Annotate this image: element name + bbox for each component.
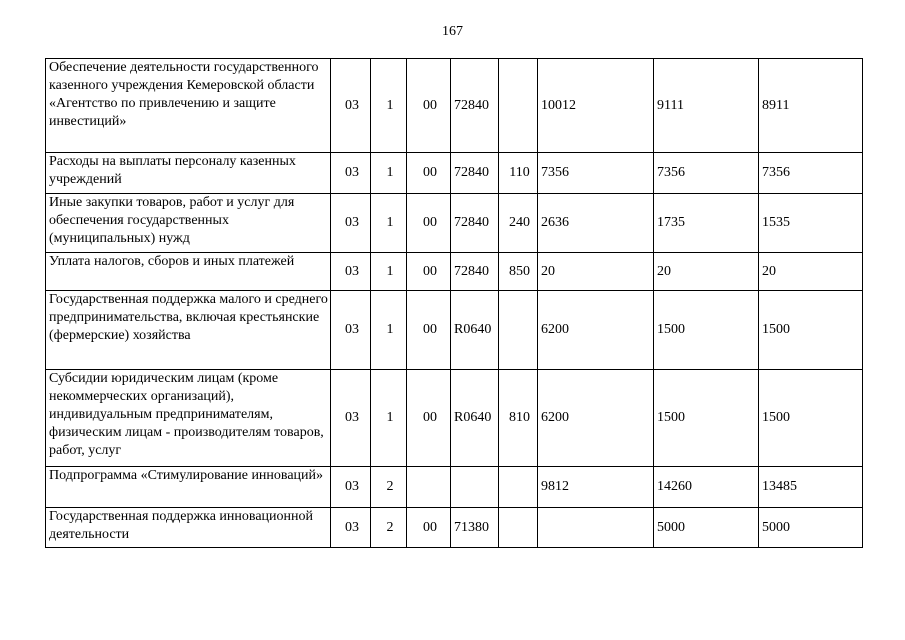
amount-year-3: 1500 <box>759 370 863 467</box>
event-code: 00 <box>407 370 451 467</box>
target-article-code: 71380 <box>451 508 499 548</box>
target-article-code: 72840 <box>451 194 499 253</box>
amount-year-3: 7356 <box>759 153 863 194</box>
section-code: 03 <box>331 153 371 194</box>
subprogram-code: 1 <box>371 194 407 253</box>
section-code: 03 <box>331 194 371 253</box>
amount-year-1 <box>538 508 654 548</box>
event-code: 00 <box>407 59 451 153</box>
section-code: 03 <box>331 370 371 467</box>
target-article-code: R0640 <box>451 370 499 467</box>
expense-type-code: 110 <box>499 153 538 194</box>
target-article-code: 72840 <box>451 253 499 291</box>
amount-year-2: 1735 <box>654 194 759 253</box>
amount-year-3: 13485 <box>759 467 863 508</box>
event-code: 00 <box>407 194 451 253</box>
amount-year-1: 2636 <box>538 194 654 253</box>
table-row <box>46 153 863 194</box>
expense-type-code <box>499 467 538 508</box>
expense-type-code <box>499 59 538 153</box>
amount-year-1: 20 <box>538 253 654 291</box>
expense-type-code: 240 <box>499 194 538 253</box>
target-article-code: 72840 <box>451 59 499 153</box>
amount-year-3: 5000 <box>759 508 863 548</box>
section-code: 03 <box>331 291 371 370</box>
amount-year-2: 9111 <box>654 59 759 153</box>
amount-year-3: 8911 <box>759 59 863 153</box>
subprogram-code: 1 <box>371 153 407 194</box>
target-article-code: 72840 <box>451 153 499 194</box>
expense-type-code: 850 <box>499 253 538 291</box>
amount-year-1: 6200 <box>538 370 654 467</box>
row-name: Уплата налогов, сборов и иных платежей <box>46 253 331 291</box>
expense-type-code <box>499 291 538 370</box>
amount-year-2: 7356 <box>654 153 759 194</box>
section-code: 03 <box>331 467 371 508</box>
amount-year-1: 9812 <box>538 467 654 508</box>
row-name: Государственная поддержка малого и среднего предпринимательства, включая крестьянские (фермерские) хозяйства <box>46 291 331 370</box>
amount-year-3: 20 <box>759 253 863 291</box>
target-article-code <box>451 467 499 508</box>
subprogram-code: 1 <box>371 59 407 153</box>
row-name: Иные закупки товаров, работ и услуг для обеспечения государственных (муниципальных) нужд <box>46 194 331 253</box>
amount-year-2: 5000 <box>654 508 759 548</box>
row-name: Субсидии юридическим лицам (кроме некоммерческих организаций), индивидуальным предпринимателям, физическим лицам - производителям товаров, работ, услуг <box>46 370 331 467</box>
row-name: Государственная поддержка инновационной деятельности <box>46 508 331 548</box>
amount-year-2: 1500 <box>654 370 759 467</box>
amount-year-1: 10012 <box>538 59 654 153</box>
event-code: 00 <box>407 508 451 548</box>
amount-year-3: 1535 <box>759 194 863 253</box>
subprogram-code: 1 <box>371 291 407 370</box>
target-article-code: R0640 <box>451 291 499 370</box>
table-row <box>46 194 863 253</box>
expense-type-code: 810 <box>499 370 538 467</box>
amount-year-1: 6200 <box>538 291 654 370</box>
subprogram-code: 2 <box>371 467 407 508</box>
table-row <box>46 291 863 370</box>
table-row <box>46 253 863 291</box>
amount-year-2: 1500 <box>654 291 759 370</box>
table-row <box>46 508 863 548</box>
section-code: 03 <box>331 59 371 153</box>
event-code: 00 <box>407 253 451 291</box>
table-row <box>46 59 863 153</box>
section-code: 03 <box>331 253 371 291</box>
table-row <box>46 370 863 467</box>
row-name: Подпрограмма «Стимулирование инноваций» <box>46 467 331 508</box>
page-number: 167 <box>442 24 463 39</box>
amount-year-2: 14260 <box>654 467 759 508</box>
table-row <box>46 467 863 508</box>
subprogram-code: 1 <box>371 253 407 291</box>
amount-year-1: 7356 <box>538 153 654 194</box>
subprogram-code: 1 <box>371 370 407 467</box>
event-code: 00 <box>407 153 451 194</box>
amount-year-2: 20 <box>654 253 759 291</box>
event-code: 00 <box>407 291 451 370</box>
budget-table <box>45 58 863 548</box>
expense-type-code <box>499 508 538 548</box>
row-name: Расходы на выплаты персоналу казенных учреждений <box>46 153 331 194</box>
section-code: 03 <box>331 508 371 548</box>
amount-year-3: 1500 <box>759 291 863 370</box>
row-name: Обеспечение деятельности государственного казенного учреждения Кемеровской области «Агентство по привлечению и защите инвестиций» <box>46 59 331 153</box>
event-code <box>407 467 451 508</box>
subprogram-code: 2 <box>371 508 407 548</box>
